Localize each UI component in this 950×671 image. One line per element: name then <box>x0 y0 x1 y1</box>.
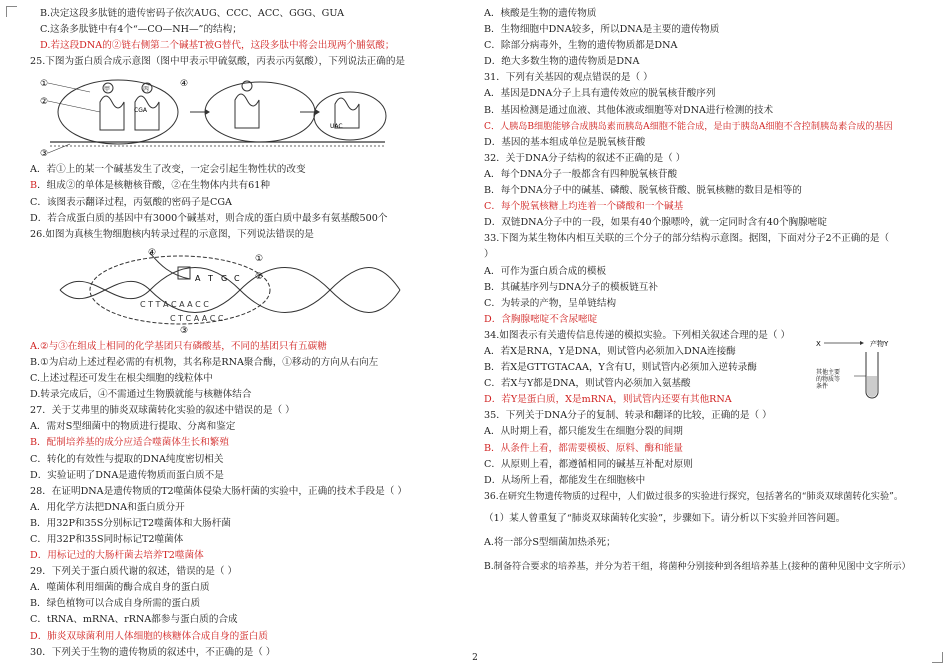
q32-option-d: D．双链DNA分子中的一段，如果有40个腺嘌呤，就一定同时含有40个胸腺嘧啶 <box>484 217 827 229</box>
q36-step-b: B.制备符合要求的培养基，并分为若干组，将菌种分别接种到各组培养基上(接种的菌种见图中文字所示） <box>484 561 911 573</box>
q26-option-d: D.转录完成后，④不需通过生物膜就能与核糖体结合 <box>30 389 252 401</box>
q31-option-d: D．基因的基本组成单位是脱氧核苷酸 <box>484 136 646 148</box>
svg-text:C T T A C A A C C: C T T A C A A C C <box>140 299 209 309</box>
q30-stem: 30．下列关于生物的遗传物质的叙述中，不正确的是（ ） <box>30 646 276 658</box>
q25-label-3: ③ <box>40 149 49 159</box>
q34-label-x: X <box>816 339 821 348</box>
q34-cond-1: 其他主要 <box>816 368 841 376</box>
q33-option-a: A．可作为蛋白质合成的模板 <box>484 265 607 277</box>
q35-option-c: C．从原则上看，都遵循相同的碱基互补配对原则 <box>484 458 693 470</box>
q24-option-b: B.决定这段多肽链的遗传密码子依次AUG、CCC、ACC、GGG、GUA <box>40 8 345 19</box>
q32-option-b: B．每个DNA分子中的碱基、磷酸、脱氧核苷酸、脱氧核糖的数目是相等的 <box>484 185 802 197</box>
q27-option-b: B．配制培养基的成分应适合噬菌体生长和繁殖 <box>30 437 229 449</box>
q33-stem: 33.下图为某生物体内相互关联的三个分子的部分结构示意图。据图，下面对分子2不正确的是（ <box>484 233 890 245</box>
q34-label-product: 产物Y <box>870 339 889 348</box>
q30-option-b: B．生物细胞中DNA较多，所以DNA是主要的遗传物质 <box>484 24 720 36</box>
q27-option-a: A．需对S型细菌中的物质进行提取、分离和鉴定 <box>30 421 236 433</box>
q36-stem: 36.在研究生物遗传物质的过程中，人们做过很多的实验进行探究，包括著名的“肺炎双球菌转化实验”。 <box>484 490 904 502</box>
q34-stem: 34.如图表示有关遗传信息传递的模拟实验。下列相关叙述合理的是（ ） <box>484 329 791 341</box>
q35-option-b: B．从条件上看，都需要模板、原料、酶和能量 <box>484 442 683 454</box>
q25-option-b: B．组成②的单体是核糖核苷酸，②在生物体内共有61种 <box>30 180 270 192</box>
q36-step-a: A.将一部分S型细菌加热杀死； <box>484 537 616 548</box>
crop-mark-top-left <box>6 6 17 17</box>
q25-label-bing: 丙 <box>143 86 150 94</box>
q25-stem: 25.下图为蛋白质合成示意图（图中甲表示甲硫氨酸，丙表示丙氨酸），下列说法正确的是 <box>30 56 406 68</box>
q31-option-a: A．基因是DNA分子上具有遗传效应的脱氧核苷酸序列 <box>484 88 716 100</box>
svg-text:C T C A A C C: C T C A A C C <box>170 313 224 323</box>
q30-option-c: C．除部分病毒外，生物的遗传物质都是DNA <box>484 40 678 52</box>
q26-base-4: C <box>234 273 240 283</box>
q26-label-4: ④ <box>148 247 157 258</box>
q33-stem-cont: ） <box>484 249 494 261</box>
q29-option-d: D．肺炎双球菌利用人体细胞的核糖体合成自身的蛋白质 <box>30 630 268 642</box>
q29-stem: 29．下列关于蛋白质代谢的叙述，错误的是（ ） <box>30 566 238 578</box>
q34-cond-3: 条件 <box>816 382 829 390</box>
q34-option-c: C．若X与Y都是DNA，则试管内必须加入氨基酸 <box>484 378 691 390</box>
q28-option-b: B．用32P和35S分别标记T2噬菌体和大肠杆菌 <box>30 517 231 529</box>
q35-option-d: D．从场所上看，都能发生在细胞核中 <box>484 474 646 486</box>
q25-label-jia: 甲 <box>104 86 111 94</box>
q28-option-c: C．用32P和35S同时标记T2噬菌体 <box>30 533 184 545</box>
q25-label-uac: UAC <box>330 123 343 131</box>
q31-stem: 31．下列有关基因的观点错误的是（ ） <box>484 72 653 84</box>
q28-option-a: A．用化学方法把DNA和蛋白质分开 <box>30 501 185 513</box>
q26-option-b: B.①为启动上述过程必需的有机物，其名称是RNA聚合酶，①移动的方向从右向左 <box>30 356 379 368</box>
q33-option-b: B．其碱基序列与DNA分子的模板链互补 <box>484 281 658 293</box>
q25-option-b-text: ．组成②的单体是核糖核苷酸，②在生物体内共有61种 <box>37 180 270 192</box>
q24-option-d: D.若这段DNA的②链右侧第二个碱基T被G替代，这段多肽中将会出现两个脯氨酸； <box>40 40 395 52</box>
q35-option-a: A．从时期上看，都只能发生在细胞分裂的间期 <box>484 426 683 438</box>
q24-option-c: C.这条多肽链中有4个“—CO—NH—”的结构； <box>40 24 242 36</box>
q25-option-a: A．若①上的某一个碱基发生了改变，一定会引起生物性状的改变 <box>30 164 306 176</box>
q34-option-d: D．若Y是蛋白质，X是mRNA，则试管内还要有其他RNA <box>484 394 732 406</box>
q26-label-2: ② <box>255 271 264 282</box>
q34-option-a: A．若X是RNA，Y是DNA，则试管内必须加入DNA连接酶 <box>484 345 736 357</box>
q32-option-c: C．每个脱氧核糖上均连着一个磷酸和一个碱基 <box>484 201 684 213</box>
q29-option-c: C．tRNA、mRNA、rRNA都参与蛋白质的合成 <box>30 614 238 626</box>
q26-label-3: ③ <box>180 325 189 335</box>
left-column <box>30 6 460 661</box>
translation-diagram <box>30 72 390 158</box>
q33-option-d: D．含胸腺嘧啶不含尿嘧啶 <box>484 313 598 325</box>
q30-option-a: A．核酸是生物的遗传物质 <box>484 8 597 19</box>
q25-option-c: C．该图表示翻译过程，丙氨酸的密码子是CGA <box>30 196 232 208</box>
q32-option-a: A．每个DNA分子一般都含有四种脱氧核苷酸 <box>484 168 678 180</box>
q29-option-a: A．噬菌体利用细菌的酶合成自身的蛋白质 <box>30 582 210 594</box>
q27-stem: 27．关于艾弗里的肺炎双球菌转化实验的叙述中错误的是（ ） <box>30 405 295 417</box>
q28-option-d: D．用标记过的大肠杆菌去培养T2噬菌体 <box>30 550 204 562</box>
q34-block <box>484 328 922 408</box>
q26-label-1: ① <box>255 253 264 264</box>
q25-label-4: ④ <box>180 79 189 90</box>
q26-figure <box>30 245 460 335</box>
q31-option-c: C．人胰岛B细胞能够合成胰岛素而胰岛A细胞不能合成，是由于胰岛A细胞不含控制胰岛素合成的基因 <box>484 121 893 132</box>
q31-option-b: B．基因检测是通过血液、其他体液或细胞等对DNA进行检测的技术 <box>484 104 774 116</box>
q25-option-d: D．若合成蛋白质的基因中有3000个碱基对，则合成的蛋白质中最多有氨基酸500个 <box>30 212 388 224</box>
q25-label-1: ① <box>40 79 49 90</box>
q27-option-c: C．转化的有效性与提取的DNA纯度密切相关 <box>30 453 224 465</box>
transcription-diagram <box>30 245 410 335</box>
q25-label-cga: CGA <box>134 107 147 115</box>
q32-stem: 32．关于DNA分子结构的叙述不正确的是（ ） <box>484 152 686 164</box>
q30-option-d: D．绝大多数生物的遗传物质是DNA <box>484 56 640 68</box>
q25-figure <box>30 72 460 158</box>
right-column <box>484 6 922 575</box>
q26-option-a <box>30 339 460 355</box>
q25-label-2: ② <box>40 97 49 108</box>
q26-base-2: T <box>208 273 213 283</box>
page-number: 2 <box>472 653 478 663</box>
q36-sub1: （1）某人曾重复了“肺炎双球菌转化实验”，步骤如下。请分析以下实验并回答问题。 <box>484 512 846 524</box>
q35-stem: 35．下列关于DNA分子的复制、转录和翻译的比较，正确的是（ ） <box>484 410 772 422</box>
q29-option-b: B．绿色植物可以合成自身所需的蛋白质 <box>30 598 201 610</box>
q33-option-c: C．为转录的产物，呈单链结构 <box>484 297 617 309</box>
q34-option-b: B．若X是GTTGTACAA，Y含有U，则试管内必须加入逆转录酶 <box>484 362 757 374</box>
q26-option-a-text: A.②与③在组成上相同的化学基团只有磷酸基，不同的基团只有五碳糖 <box>30 340 327 352</box>
q26-base-3: G <box>221 273 228 283</box>
q34-cond-2: 的物质等 <box>816 375 841 383</box>
q26-base-1: A <box>195 273 201 283</box>
q26-option-c: C.上述过程还可发生在根尖细胞的线粒体中 <box>30 373 213 385</box>
q26-stem: 26.如图为真核生物细胞核内转录过程的示意图，下列说法错误的是 <box>30 228 314 240</box>
q27-option-d: D．实验证明了DNA是遗传物质而蛋白质不是 <box>30 469 224 481</box>
test-tube-diagram <box>814 336 904 402</box>
q28-stem: 28．在证明DNA是遗传物质的T2噬菌体侵染大肠杆菌的实验中，正确的技术手段是（ ） <box>30 485 407 497</box>
